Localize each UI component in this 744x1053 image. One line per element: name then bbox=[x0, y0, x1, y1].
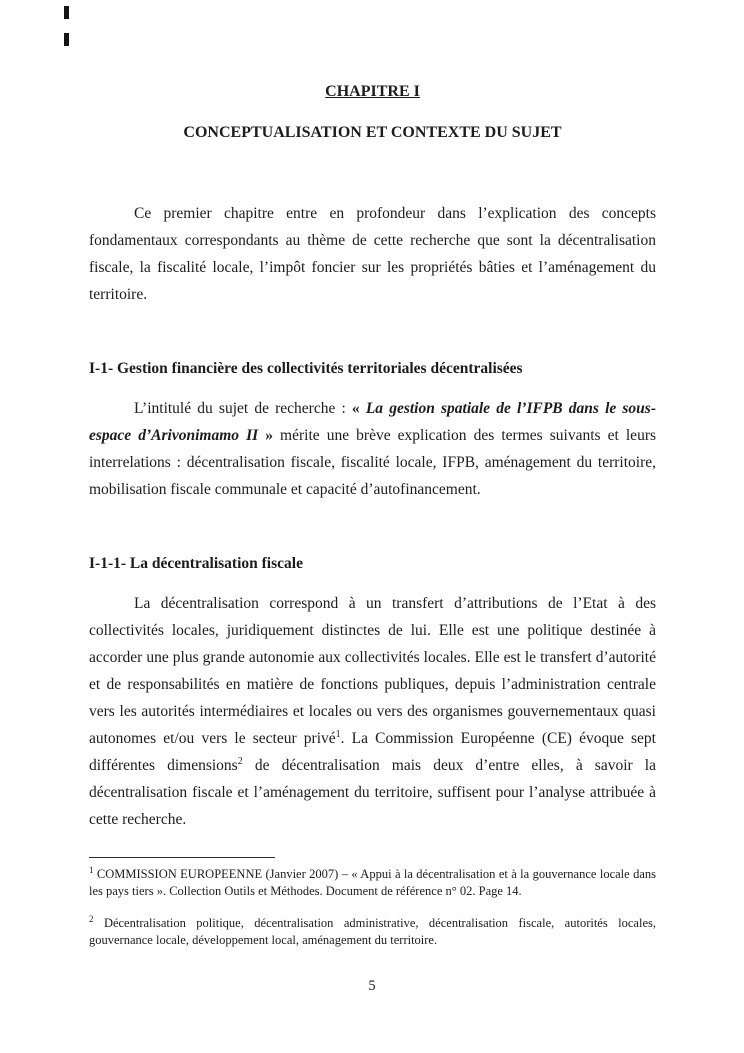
scan-artifact-mark bbox=[64, 33, 69, 46]
footnote-separator bbox=[89, 857, 275, 858]
page-content bbox=[89, 82, 656, 948]
paragraph-text: La décentralisation correspond à un transfert d’attributions de l’Etat à des collectivités locales, juridiquement distinctes de lui. Elle est une politique destinée à accorder une plus grande autonomie aux collectivités locales. Elle est le transfert d’autorité et de responsabilités en matière de fonctions publiques, depuis l’administration centrale vers les autorités intermédiaires et locales ou vers des organismes gouvernementaux quasi autonomes et/ou vers le secteur privé bbox=[89, 595, 656, 747]
chapter-title bbox=[89, 82, 656, 102]
quote-close-guillemet: » bbox=[258, 427, 273, 444]
page-number: 5 bbox=[368, 978, 376, 994]
footnote-2-text: Décentralisation politique, décentralisation administrative, décentralisation fiscale, autorités locales, gouvernance locale, développement local, aménagement du territoire. bbox=[89, 916, 656, 947]
section-1-paragraph bbox=[89, 395, 656, 503]
paragraph-text: L’intitulé du sujet de recherche : bbox=[134, 400, 352, 417]
footnote-2 bbox=[89, 915, 656, 948]
paragraph-text: . La Commission Européenne (CE) évoque sept différentes dimensions bbox=[89, 730, 656, 774]
thesis-title-quote: La gestion spatiale de l’IFPB dans le sous-espace d’Arivonimamo II bbox=[89, 400, 656, 444]
footnote-1 bbox=[89, 866, 656, 899]
footnotes-area bbox=[89, 857, 656, 948]
footnote-ref-1: 1 bbox=[335, 728, 341, 740]
intro-paragraph: Ce premier chapitre entre en profondeur dans l’explication des concepts fondamentaux correspondants au thème de cette recherche que sont la décentralisation fiscale, la fiscalité locale, l’impôt foncier sur les propriétés bâties et l’aménagement du territoire. bbox=[89, 205, 656, 303]
section-1-1-heading: I-1-1- La décentralisation fiscale bbox=[89, 555, 303, 572]
chapter-title-text: CHAPITRE I bbox=[325, 83, 420, 100]
scan-artifact-mark bbox=[64, 6, 69, 19]
footnote-2-marker: 2 bbox=[89, 913, 94, 924]
footnote-1-text: COMMISSION EUROPEENNE (Janvier 2007) – « Appui à la décentralisation et à la gouvernance locale dans les pays tiers ». Collection Outils et Méthodes. Document de référence n° 02. Page 14. bbox=[89, 867, 656, 898]
paragraph-text: de décentralisation mais deux d’entre elles, à savoir la décentralisation fiscale et l’aménagement du territoire, suffisent pour l’analyse attribuée à cette recherche. bbox=[89, 757, 656, 828]
section-1-1-paragraph bbox=[89, 590, 656, 833]
paragraph-text: mérite une brève explication des termes suivants et leurs interrelations : décentralisation fiscale, fiscalité locale, IFPB, aménagement du territoire, mobilisation fiscale communale et capacité d’autofinancement. bbox=[89, 427, 657, 498]
section-1-heading: I-1- Gestion financière des collectivités territoriales décentralisées bbox=[89, 360, 523, 377]
quote-open-guillemet: « bbox=[351, 400, 366, 417]
footnote-ref-2: 2 bbox=[237, 755, 243, 767]
footnote-1-marker: 1 bbox=[89, 864, 94, 875]
chapter-subtitle: CONCEPTUALISATION ET CONTEXTE DU SUJET bbox=[183, 124, 562, 141]
